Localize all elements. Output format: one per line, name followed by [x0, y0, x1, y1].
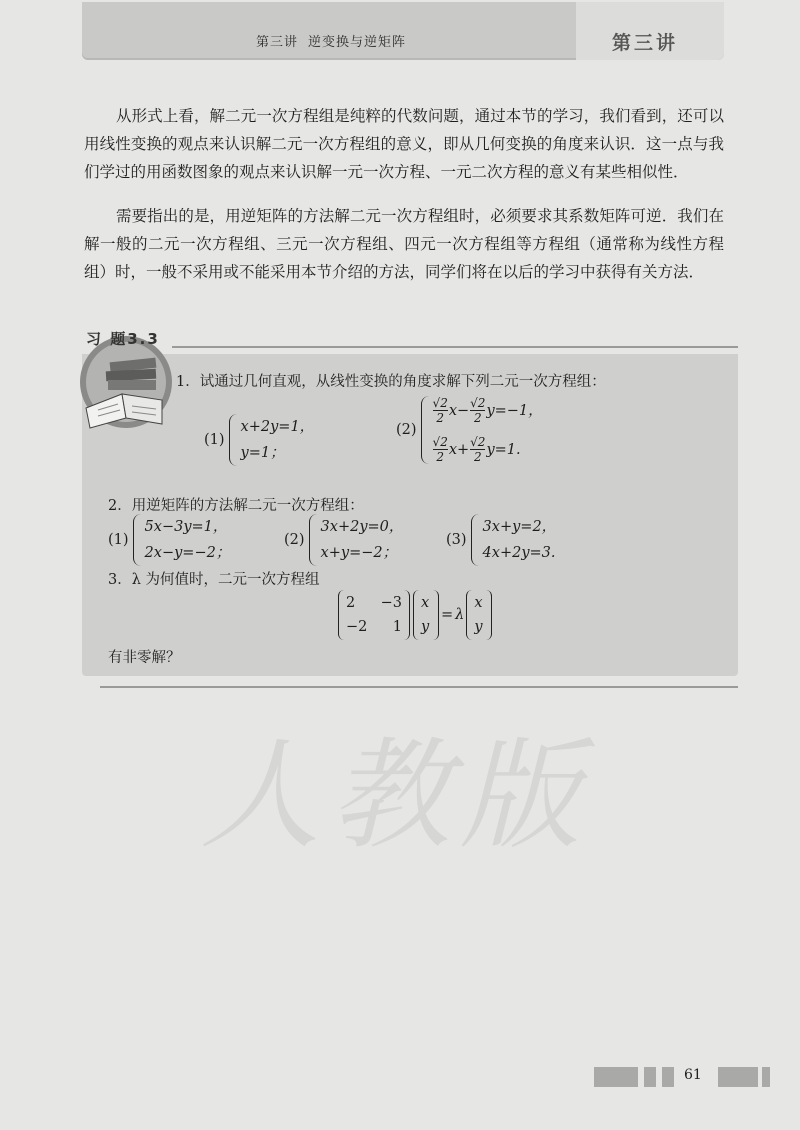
equation: 4x+2y=3. — [482, 545, 556, 561]
footer-bar — [718, 1067, 758, 1087]
matrix-entry: 2 — [346, 595, 356, 611]
footer-bar — [644, 1067, 656, 1087]
q2-system-3-label: (3) — [446, 532, 467, 548]
lecture-tag: 第三讲 — [612, 32, 679, 54]
q1-system-1-label: (1) — [204, 432, 225, 448]
q2-system-3 — [446, 514, 556, 566]
q2-system-2 — [284, 514, 403, 566]
equation: 5x−3y=1， — [144, 519, 228, 535]
fraction-denominator: 2 — [436, 450, 444, 464]
paragraph-2: 需要指出的是，用逆矩阵的方法解二元一次方程组时，必须要求其系数矩阵可逆．我们在解一般的二元一次方程组、三元一次方程组、四元一次方程组等方程组（通常称为线性方程组）时，一般不采用或不能采用本节介绍的方法，同学们将在以后的学习中获得有关方法． — [84, 206, 724, 281]
q2-system-1 — [108, 514, 230, 566]
matrix-entry: 1 — [392, 619, 402, 635]
equation — [433, 435, 543, 464]
matrix-entry: −3 — [380, 595, 402, 611]
matrix-equation — [338, 590, 492, 640]
exercise-bottom-rule — [100, 686, 738, 688]
equation-term: y=−1， — [486, 402, 543, 419]
brace — [229, 414, 238, 466]
exercise-badge-label: 习 题3.3 — [86, 330, 160, 348]
vector-entry: x — [421, 595, 430, 611]
running-header-topic: 逆变换与逆矩阵 — [308, 35, 407, 50]
equation — [433, 396, 543, 425]
q1-system-2-label: (2) — [396, 422, 417, 438]
footer-bar — [762, 1067, 770, 1087]
vector-entry: y — [474, 619, 483, 635]
footer-bar — [662, 1067, 674, 1087]
q2-system-1-label: (1) — [108, 532, 129, 548]
coefficient-matrix — [338, 590, 410, 640]
variable-vector — [413, 590, 439, 640]
publisher-watermark: 人教版 — [200, 727, 590, 866]
equation-term: x− — [448, 402, 470, 419]
running-header-lecture: 第三讲 — [256, 35, 299, 50]
equation: x+y=−2； — [320, 545, 398, 561]
footer-bar — [594, 1067, 638, 1087]
fraction-denominator: 2 — [473, 411, 482, 425]
vector-entry: x — [474, 595, 483, 611]
equation: y=1； — [240, 445, 285, 461]
vector-entry: y — [421, 619, 430, 635]
exercise-top-rule — [172, 346, 738, 348]
equation: x+2y=1， — [240, 419, 315, 435]
exercise-q3-tail: 有非零解？ — [108, 650, 181, 666]
equation: 3x+2y=0， — [320, 519, 404, 535]
equation-term: y=1. — [486, 441, 521, 458]
fraction-denominator: 2 — [473, 450, 482, 464]
fraction-denominator: 2 — [436, 411, 444, 425]
lambda-symbol: λ — [455, 607, 465, 623]
exercise-q3: 3．λ 为何值时，二元一次方程组 — [108, 572, 320, 588]
fraction-numerator: √2 — [470, 435, 486, 449]
equation: 2x−y=−2； — [144, 545, 231, 561]
page-number: 61 — [684, 1067, 702, 1083]
fraction-numerator: √2 — [432, 435, 448, 449]
fraction-numerator: √2 — [470, 396, 486, 410]
fraction-numerator: √2 — [432, 396, 448, 410]
matrix-entry: −2 — [346, 619, 368, 635]
paragraph-1: 从形式上看，解二元一次方程组是纯粹的代数问题，通过本节的学习，我们看到，还可以用线性变换的观点来认识解二元一次方程组的意义，即从几何变换的角度来认识．这一点与我们学过的用函数图象的观点来认识解一元一次方程、一元二次方程的意义有某些相似性． — [84, 106, 724, 181]
brace — [133, 514, 142, 566]
exercise-q2: 2．用逆矩阵的方法解二元一次方程组： — [108, 498, 364, 514]
brace — [471, 514, 480, 566]
brace — [309, 514, 318, 566]
equation: 3x+y=2， — [482, 519, 557, 535]
variable-vector — [466, 590, 492, 640]
q1-system-2 — [396, 396, 543, 464]
q2-system-2-label: (2) — [284, 532, 305, 548]
exercise-q1: 1．试通过几何直观，从线性变换的角度求解下列二元一次方程组： — [176, 374, 606, 390]
q1-system-1 — [204, 414, 314, 466]
running-header — [256, 31, 406, 50]
brace — [421, 396, 430, 464]
equals-sign: = — [441, 607, 454, 623]
equation-term: x+ — [448, 441, 470, 458]
